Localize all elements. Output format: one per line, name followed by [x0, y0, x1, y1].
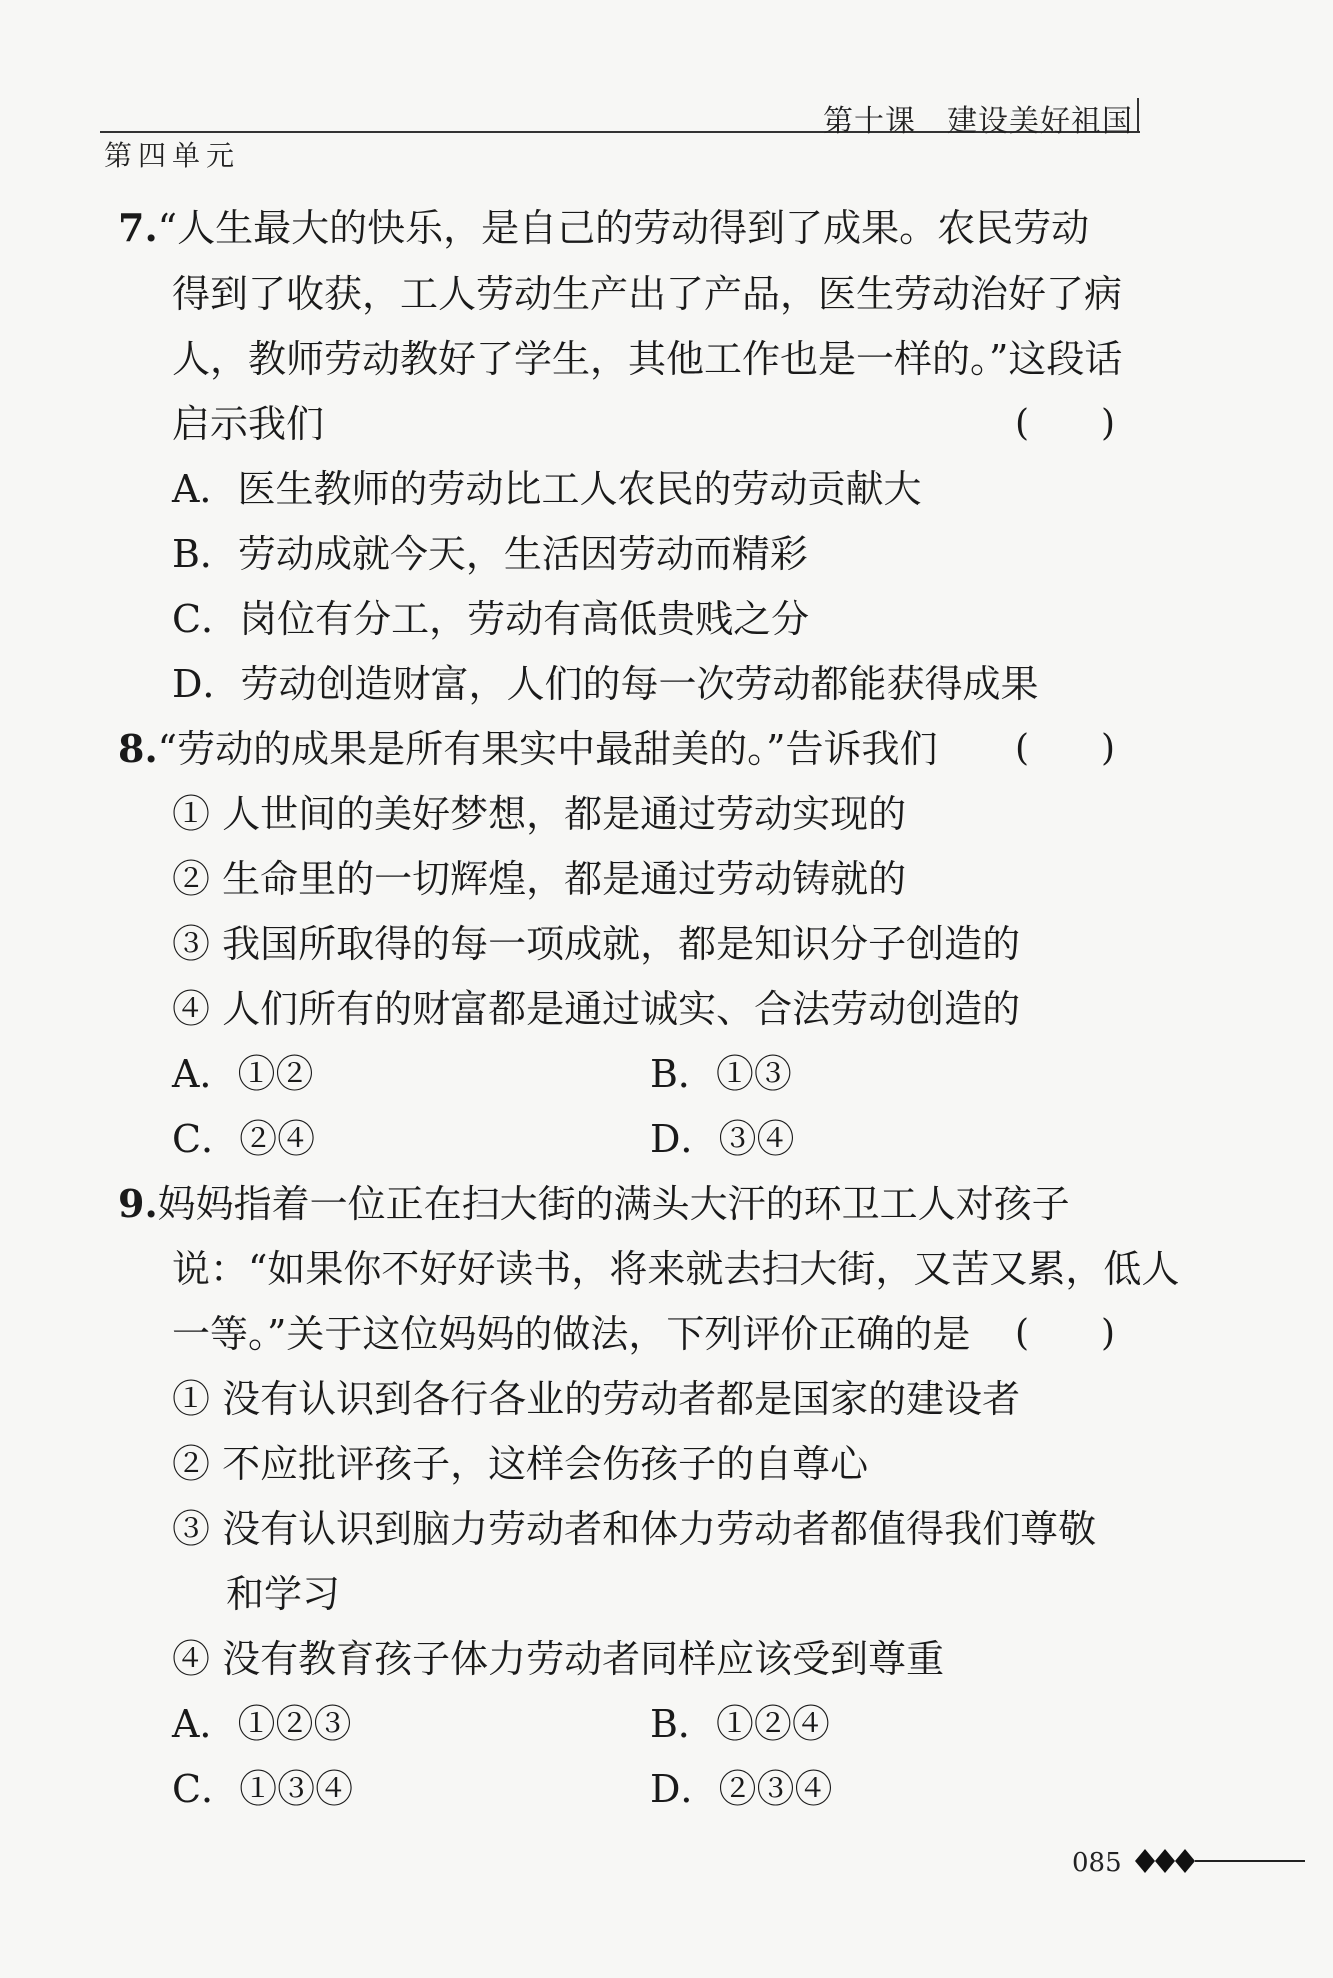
lesson-title-bar: [1137, 98, 1139, 132]
option-b[interactable]: B．劳动成就今天，生活因劳动而精彩: [172, 532, 808, 576]
statement-2: ② 不应批评孩子，这样会伤孩子的自尊心: [172, 1442, 869, 1486]
question-stem-line: 人，教师劳动教好了学生，其他工作也是一样的。”这段话: [172, 337, 1123, 381]
statement-2: ② 生命里的一切辉煌，都是通过劳动铸就的: [172, 857, 907, 901]
option-d[interactable]: D．②③④: [650, 1767, 833, 1811]
question-stem-line: “劳动的成果是所有果实中最甜美的。”告诉我们: [157, 727, 938, 771]
statement-1: ① 人世间的美好梦想，都是通过劳动实现的: [172, 792, 907, 836]
unit-label: 第四单元: [104, 139, 241, 172]
option-c[interactable]: C．①③④: [172, 1767, 354, 1811]
question-9-first-line: [118, 1180, 1070, 1228]
question-stem-line: 启示我们: [172, 402, 325, 446]
question-stem-line: “人生最大的快乐，是自己的劳动得到了成果。农民劳动: [157, 206, 1090, 250]
option-a[interactable]: A．医生教师的劳动比工人农民的劳动贡献大: [172, 467, 922, 511]
question-stem-line: 一等。”关于这位妈妈的做法，下列评价正确的是: [172, 1312, 971, 1356]
page-number: 085: [1072, 1848, 1122, 1878]
option-c[interactable]: C．岗位有分工，劳动有高低贵贱之分: [172, 597, 810, 641]
option-b[interactable]: B．①②④: [650, 1702, 830, 1746]
option-b[interactable]: B．①③: [650, 1052, 792, 1096]
answer-blank[interactable]: ( ): [1015, 403, 1116, 444]
statement-3: ③ 我国所取得的每一项成就，都是知识分子创造的: [172, 922, 1021, 966]
question-number: 7.: [118, 205, 158, 250]
question-stem-line: 说：“如果你不好好读书，将来就去扫大街，又苦又累，低人: [172, 1247, 1180, 1291]
option-c[interactable]: C．②④: [172, 1117, 316, 1161]
option-a[interactable]: A．①②③: [172, 1702, 352, 1746]
option-d[interactable]: D．③④: [650, 1117, 795, 1161]
statement-4: ④ 人们所有的财富都是通过诚实、合法劳动创造的: [172, 987, 1021, 1031]
question-7-first-line: [118, 204, 1089, 252]
question-stem-line: 妈妈指着一位正在扫大街的满头大汗的环卫工人对孩子: [157, 1182, 1070, 1226]
statement-3-continued: 和学习: [226, 1572, 341, 1616]
lesson-title: 第十课 建设美好祖国: [823, 104, 1133, 139]
question-number: 8.: [118, 726, 158, 771]
answer-blank[interactable]: ( ): [1015, 728, 1116, 769]
question-stem-line: 得到了收获，工人劳动生产出了产品，医生劳动治好了病: [172, 272, 1123, 316]
option-d[interactable]: D．劳动创造财富，人们的每一次劳动都能获得成果: [172, 662, 1039, 706]
option-a[interactable]: A．①②: [172, 1052, 314, 1096]
diamond-ornament-icon: [1135, 1846, 1305, 1876]
statement-4: ④ 没有教育孩子体力劳动者同样应该受到尊重: [172, 1637, 945, 1681]
statement-3: ③ 没有认识到脑力劳动者和体力劳动者都值得我们尊敬: [172, 1507, 1097, 1551]
question-number: 9.: [118, 1181, 158, 1226]
statement-1: ① 没有认识到各行各业的劳动者都是国家的建设者: [172, 1377, 1021, 1421]
answer-blank[interactable]: ( ): [1015, 1313, 1116, 1354]
question-8-first-line: [118, 725, 938, 773]
